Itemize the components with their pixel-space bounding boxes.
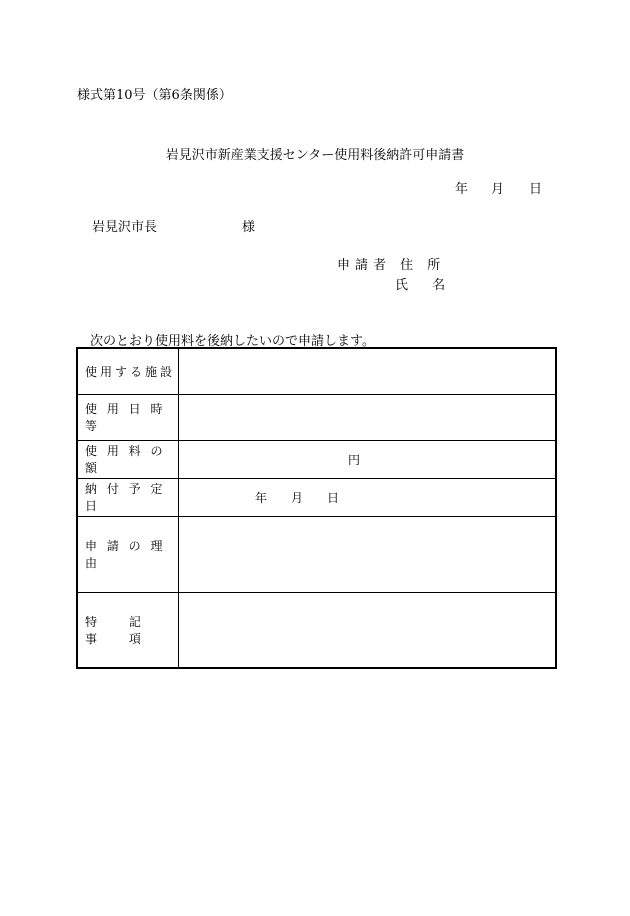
reason-value[interactable] — [179, 516, 557, 592]
payment-day: 日 — [327, 490, 340, 505]
table-row — [77, 440, 556, 478]
payment-year: 年 — [255, 490, 268, 505]
table-row — [77, 478, 556, 516]
addressee-suffix: 様 — [242, 220, 256, 235]
row-label-facility: 使用する施設 — [77, 348, 179, 394]
applicant-name-label: 氏 名 — [395, 278, 456, 293]
yen-unit: 円 — [348, 452, 361, 467]
row-label-fee-amount: 使 用 料 の 額 — [77, 440, 179, 478]
date-month: 月 — [491, 182, 505, 197]
table-row — [77, 394, 556, 440]
document-title: 岩見沢市新産業支援センター使用料後納許可申請書 — [165, 148, 465, 163]
table-row — [77, 516, 556, 592]
row-label-reason: 申 請 の 理 由 — [77, 516, 179, 592]
applicant-address-label: 申請者 住 所 — [337, 258, 446, 273]
payment-month: 月 — [291, 490, 304, 505]
remarks-value[interactable] — [179, 592, 557, 668]
date-year: 年 — [455, 182, 469, 197]
intro-text: 次のとおり使用料を後納したいので申請します。 — [90, 334, 375, 349]
usage-datetime-value[interactable] — [179, 394, 557, 440]
payment-date-value[interactable] — [179, 478, 557, 516]
addressee: 岩見沢市長 — [92, 220, 158, 235]
row-label-payment-date: 納 付 予 定 日 — [77, 478, 179, 516]
row-label-remarks: 特 記 事 項 — [77, 592, 179, 668]
date-day: 日 — [529, 182, 543, 197]
form-number: 様式第10号（第6条関係） — [77, 88, 232, 103]
facility-value[interactable] — [179, 348, 557, 394]
date-line — [455, 178, 542, 197]
fee-amount-value[interactable] — [179, 440, 557, 478]
application-table — [76, 347, 557, 669]
table-row — [77, 348, 556, 394]
row-label-usage-datetime: 使 用 日 時 等 — [77, 394, 179, 440]
table-row — [77, 592, 556, 668]
